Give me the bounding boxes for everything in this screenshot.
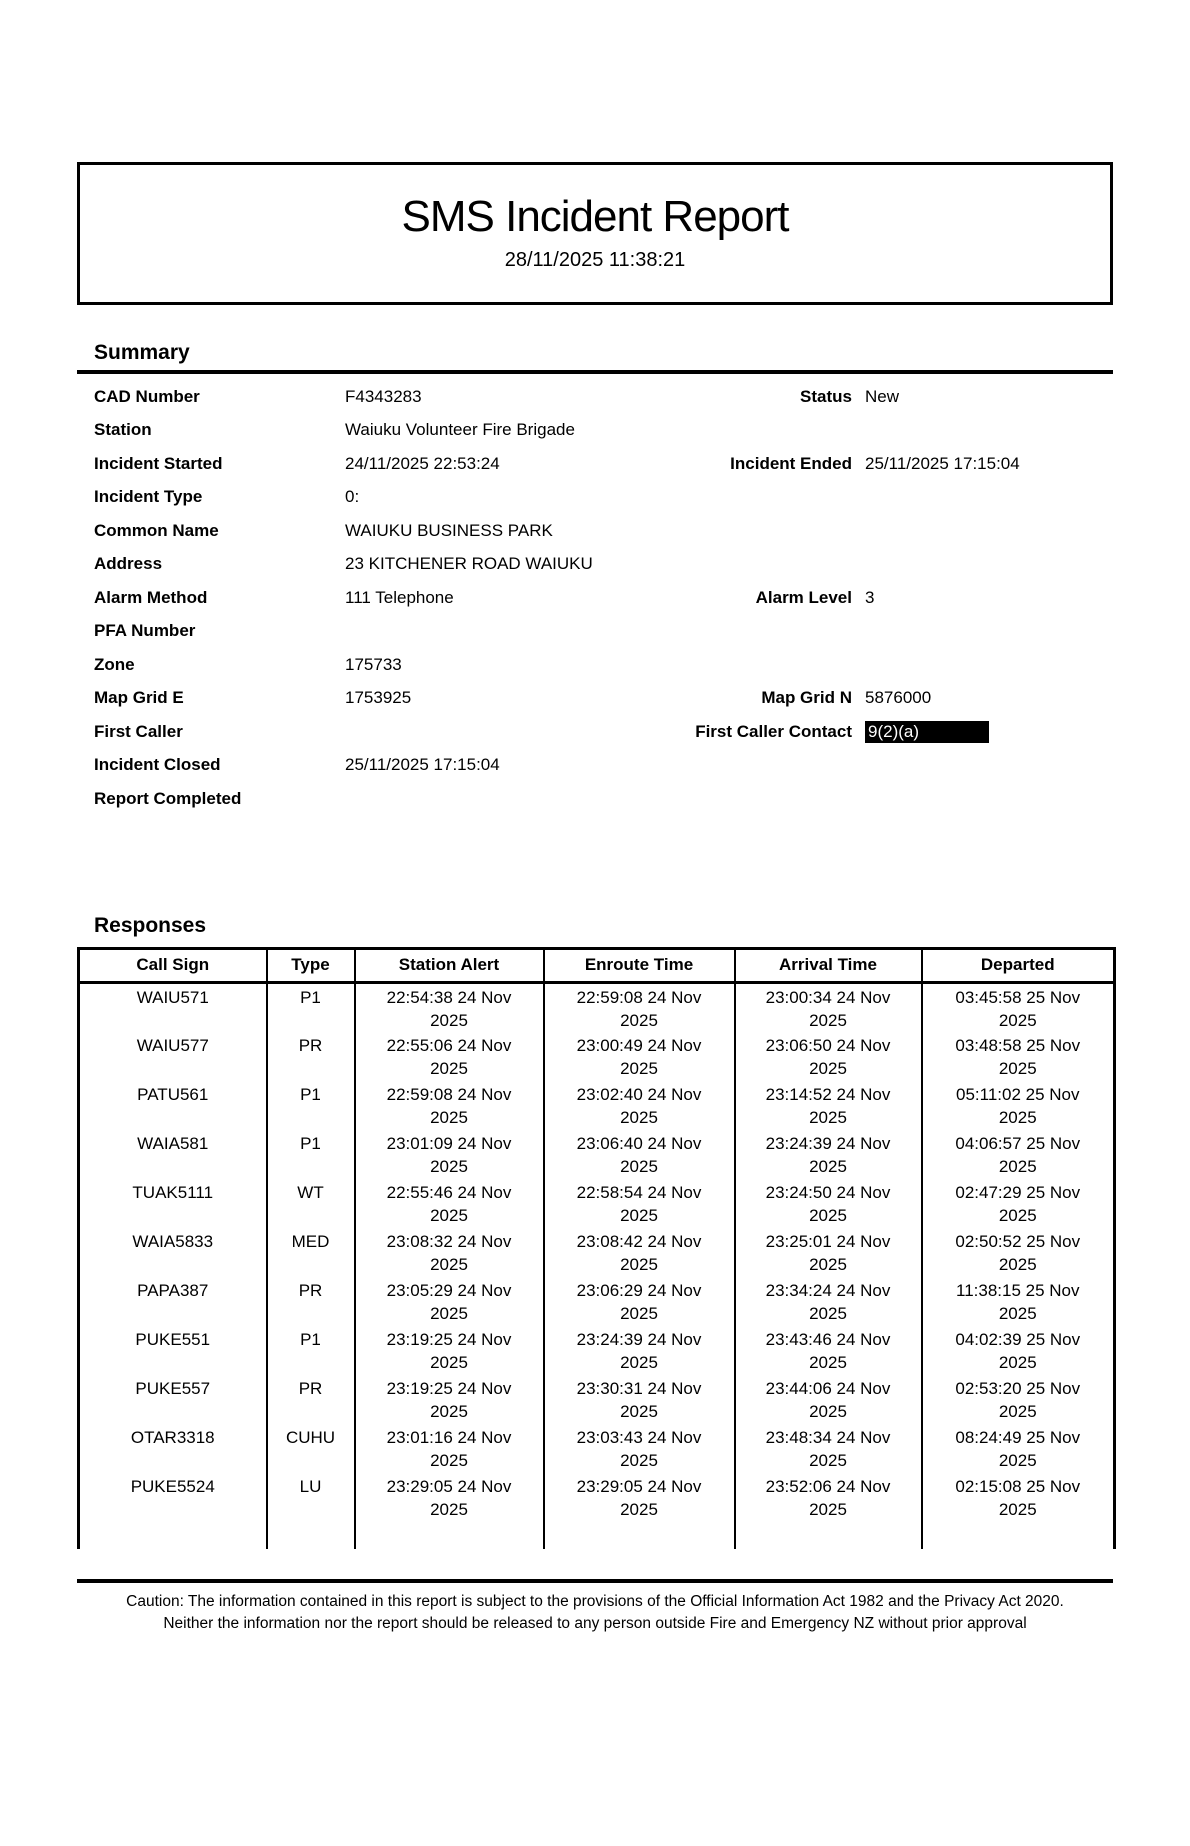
summary-row bbox=[77, 715, 1113, 749]
table-row-partial bbox=[79, 1522, 1115, 1549]
table-cell-text: P1 bbox=[300, 1133, 321, 1153]
summary-field-label: Zone bbox=[94, 654, 135, 674]
table-cell bbox=[735, 1032, 922, 1081]
table-cell bbox=[267, 1424, 355, 1473]
report-generated-timestamp: 28/11/2025 11:38:21 bbox=[504, 249, 686, 271]
summary-row bbox=[77, 682, 1113, 716]
table-cell bbox=[79, 1081, 267, 1130]
table-cell bbox=[79, 1130, 267, 1179]
table-cell-text: PATU561 bbox=[137, 1084, 209, 1104]
table-cell-text: CUHU bbox=[285, 1427, 336, 1447]
table-cell-text: P1 bbox=[300, 1084, 321, 1104]
table-cell-text: 23:01:16 24 Nov 2025 bbox=[386, 1427, 512, 1470]
table-cell-text: 22:58:54 24 Nov 2025 bbox=[576, 1182, 702, 1225]
table-cell bbox=[355, 1277, 544, 1326]
table-row bbox=[79, 1424, 1115, 1473]
table-cell-text: 23:01:09 24 Nov 2025 bbox=[386, 1133, 512, 1176]
summary-field-value: 1753925 bbox=[345, 688, 412, 708]
table-cell bbox=[735, 1179, 922, 1228]
table-cell-text: P1 bbox=[300, 987, 321, 1007]
table-cell-text: 22:55:46 24 Nov 2025 bbox=[386, 1182, 512, 1225]
table-cell bbox=[267, 1228, 355, 1277]
redaction-box: 9(2)(a) bbox=[865, 721, 989, 743]
table-cell bbox=[735, 1473, 922, 1522]
table-header-cell: Enroute Time bbox=[544, 948, 735, 982]
table-cell-text: 23:00:49 24 Nov 2025 bbox=[576, 1035, 702, 1078]
table-cell bbox=[735, 1277, 922, 1326]
summary-field-value: Waiuku Volunteer Fire Brigade bbox=[345, 420, 575, 440]
summary-field-label: CAD Number bbox=[94, 386, 200, 406]
table-cell bbox=[79, 982, 267, 1032]
table-cell bbox=[922, 1081, 1115, 1130]
table-header-cell: Type bbox=[267, 948, 355, 982]
table-cell-text: 23:24:50 24 Nov 2025 bbox=[765, 1182, 891, 1225]
table-cell bbox=[355, 1375, 544, 1424]
table-cell bbox=[735, 1326, 922, 1375]
table-cell-text: 23:52:06 24 Nov 2025 bbox=[765, 1476, 891, 1519]
table-cell-text: 23:34:24 24 Nov 2025 bbox=[765, 1280, 891, 1323]
table-cell-text: WAIU577 bbox=[136, 1035, 209, 1055]
table-row bbox=[79, 982, 1115, 1032]
table-header-cell: Station Alert bbox=[355, 948, 544, 982]
caution-footer bbox=[77, 1579, 1113, 1635]
table-cell bbox=[735, 1081, 922, 1130]
table-row bbox=[79, 1375, 1115, 1424]
table-cell bbox=[735, 1522, 922, 1549]
table-cell bbox=[79, 1522, 267, 1549]
table-cell bbox=[735, 1130, 922, 1179]
table-cell-text: 23:19:25 24 Nov 2025 bbox=[386, 1378, 512, 1421]
summary-field-label: Alarm Method bbox=[94, 587, 208, 607]
summary-field-value: WAIUKU BUSINESS PARK bbox=[345, 520, 553, 540]
table-cell bbox=[922, 1179, 1115, 1228]
table-cell-text: 23:30:31 24 Nov 2025 bbox=[576, 1378, 702, 1421]
table-cell-text: PUKE557 bbox=[135, 1378, 211, 1398]
table-cell-text: 23:24:39 24 Nov 2025 bbox=[765, 1133, 891, 1176]
summary-field-value: 111 Telephone bbox=[345, 587, 454, 607]
table-cell-text: 22:54:38 24 Nov 2025 bbox=[386, 987, 512, 1030]
table-row bbox=[79, 1032, 1115, 1081]
table-cell-text: 23:24:39 24 Nov 2025 bbox=[576, 1329, 702, 1372]
table-cell bbox=[544, 1277, 735, 1326]
table-cell bbox=[355, 1228, 544, 1277]
table-cell-text: PR bbox=[298, 1280, 323, 1300]
table-cell-text: 02:47:29 25 Nov 2025 bbox=[955, 1182, 1081, 1225]
table-cell-text: 23:19:25 24 Nov 2025 bbox=[386, 1329, 512, 1372]
table-cell-text: 22:55:06 24 Nov 2025 bbox=[386, 1035, 512, 1078]
summary-field-label: Incident Type bbox=[94, 487, 203, 507]
summary-field-label: Incident Started bbox=[94, 453, 223, 473]
table-cell bbox=[922, 1473, 1115, 1522]
table-cell-text: PR bbox=[298, 1378, 323, 1398]
table-header-cell: Departed bbox=[922, 948, 1115, 982]
table-cell-text: 23:06:29 24 Nov 2025 bbox=[576, 1280, 702, 1323]
table-cell-text: 22:59:08 24 Nov 2025 bbox=[386, 1084, 512, 1127]
table-header-row bbox=[79, 948, 1115, 982]
summary-field-label: Report Completed bbox=[94, 788, 242, 808]
table-cell-text: 23:48:34 24 Nov 2025 bbox=[765, 1427, 891, 1470]
summary-field-value: 23 KITCHENER ROAD WAIUKU bbox=[345, 554, 593, 574]
summary-row bbox=[77, 548, 1113, 582]
table-cell bbox=[79, 1375, 267, 1424]
table-cell bbox=[735, 1424, 922, 1473]
table-cell bbox=[355, 1326, 544, 1375]
table-header-cell: Call Sign bbox=[79, 948, 267, 982]
table-cell-text: 02:53:20 25 Nov 2025 bbox=[955, 1378, 1081, 1421]
summary-row bbox=[77, 749, 1113, 783]
table-cell bbox=[544, 1081, 735, 1130]
table-cell-text: 23:29:05 24 Nov 2025 bbox=[386, 1476, 512, 1519]
caution-line-1: Caution: The information contained in this report is subject to the provisions of the Official Information Act 1982 and the Privacy Act 2020. bbox=[126, 1592, 1064, 1610]
table-cell bbox=[355, 1179, 544, 1228]
summary-field-label: Alarm Level bbox=[755, 587, 852, 607]
table-cell-text: P1 bbox=[300, 1329, 321, 1349]
summary-field-label: Address bbox=[94, 554, 163, 574]
table-row bbox=[79, 1326, 1115, 1375]
table-cell-text: OTAR3318 bbox=[130, 1427, 215, 1447]
table-row bbox=[79, 1277, 1115, 1326]
table-cell-text: WAIA5833 bbox=[132, 1231, 214, 1251]
summary-field-label: First Caller Contact bbox=[695, 721, 852, 741]
table-cell-text: WAIU571 bbox=[136, 987, 209, 1007]
table-cell bbox=[544, 982, 735, 1032]
summary-row bbox=[77, 615, 1113, 649]
summary-field-value: 25/11/2025 17:15:04 bbox=[345, 755, 500, 775]
table-cell-text: 23:14:52 24 Nov 2025 bbox=[765, 1084, 891, 1127]
summary-field-label: Incident Ended bbox=[730, 453, 852, 473]
table-cell-text: 11:38:15 25 Nov 2025 bbox=[956, 1280, 1080, 1323]
table-cell-text: WT bbox=[297, 1182, 324, 1202]
table-cell-text: 23:44:06 24 Nov 2025 bbox=[765, 1378, 891, 1421]
table-cell bbox=[355, 1424, 544, 1473]
summary-field-value: 3 bbox=[865, 587, 875, 607]
table-cell-text: WAIA581 bbox=[137, 1133, 209, 1153]
summary-field-value: 0: bbox=[345, 487, 360, 507]
summary-heading: Summary bbox=[94, 341, 190, 364]
table-cell-text: 23:08:42 24 Nov 2025 bbox=[576, 1231, 702, 1274]
summary-field-label: Status bbox=[800, 386, 852, 406]
table-cell-text: 03:45:58 25 Nov 2025 bbox=[955, 987, 1081, 1030]
table-cell-text: 02:50:52 25 Nov 2025 bbox=[955, 1231, 1081, 1274]
summary-field-value: F4343283 bbox=[345, 386, 422, 406]
table-cell-text: 23:25:01 24 Nov 2025 bbox=[765, 1231, 891, 1274]
table-cell-text: 23:05:29 24 Nov 2025 bbox=[386, 1280, 512, 1323]
table-cell bbox=[922, 1228, 1115, 1277]
table-cell bbox=[544, 1522, 735, 1549]
table-cell bbox=[922, 1424, 1115, 1473]
table-cell bbox=[355, 1473, 544, 1522]
report-title: SMS Incident Report bbox=[401, 192, 789, 241]
table-header-cell: Arrival Time bbox=[735, 948, 922, 982]
table-row bbox=[79, 1473, 1115, 1522]
table-cell bbox=[922, 1326, 1115, 1375]
table-cell-text: PUKE551 bbox=[135, 1329, 211, 1349]
table-cell-text: 23:02:40 24 Nov 2025 bbox=[576, 1084, 702, 1127]
summary-field-value: 5876000 bbox=[865, 688, 932, 708]
table-cell-text: 04:02:39 25 Nov 2025 bbox=[955, 1329, 1081, 1372]
table-row bbox=[79, 1130, 1115, 1179]
table-cell-text: 23:43:46 24 Nov 2025 bbox=[765, 1329, 891, 1372]
table-cell bbox=[735, 1375, 922, 1424]
summary-row bbox=[77, 514, 1113, 548]
table-cell bbox=[922, 1130, 1115, 1179]
table-cell bbox=[544, 1032, 735, 1081]
table-cell bbox=[267, 1179, 355, 1228]
summary-row bbox=[77, 648, 1113, 682]
table-cell bbox=[355, 1522, 544, 1549]
table-cell-text: 23:03:43 24 Nov 2025 bbox=[576, 1427, 702, 1470]
summary-row bbox=[77, 481, 1113, 515]
table-cell bbox=[544, 1130, 735, 1179]
table-cell bbox=[355, 1081, 544, 1130]
summary-field-label: PFA Number bbox=[94, 621, 196, 641]
table-cell bbox=[267, 1522, 355, 1549]
table-row bbox=[79, 1228, 1115, 1277]
table-row bbox=[79, 1081, 1115, 1130]
table-cell-text: 23:06:40 24 Nov 2025 bbox=[576, 1133, 702, 1176]
table-cell bbox=[79, 1179, 267, 1228]
table-cell bbox=[267, 1375, 355, 1424]
table-cell-text: 22:59:08 24 Nov 2025 bbox=[576, 987, 702, 1030]
table-cell-text: 23:29:05 24 Nov 2025 bbox=[576, 1476, 702, 1519]
summary-row bbox=[77, 447, 1113, 481]
table-cell bbox=[79, 1326, 267, 1375]
caution-line-2: Neither the information nor the report should be released to any person outside Fire and Emergency NZ without prior approval bbox=[163, 1614, 1027, 1632]
table-cell bbox=[267, 1326, 355, 1375]
table-cell bbox=[355, 1032, 544, 1081]
table-cell bbox=[922, 1375, 1115, 1424]
table-cell bbox=[922, 982, 1115, 1032]
incident-report-page bbox=[77, 162, 1113, 1635]
table-cell bbox=[79, 1228, 267, 1277]
summary-field-value bbox=[852, 721, 1130, 743]
summary-field-label: Common Name bbox=[94, 520, 219, 540]
table-cell-text: 02:15:08 25 Nov 2025 bbox=[955, 1476, 1081, 1519]
summary-field-label: Map Grid E bbox=[94, 688, 184, 708]
table-cell bbox=[544, 1179, 735, 1228]
table-cell bbox=[355, 982, 544, 1032]
table-cell bbox=[355, 1130, 544, 1179]
table-cell bbox=[922, 1277, 1115, 1326]
table-cell bbox=[735, 982, 922, 1032]
table-cell-text: 08:24:49 25 Nov 2025 bbox=[955, 1427, 1081, 1470]
table-cell bbox=[544, 1473, 735, 1522]
summary-section bbox=[77, 380, 1113, 816]
table-cell bbox=[544, 1326, 735, 1375]
summary-field-value: 175733 bbox=[345, 654, 402, 674]
table-cell bbox=[544, 1424, 735, 1473]
table-cell bbox=[267, 982, 355, 1032]
table-row bbox=[79, 1179, 1115, 1228]
table-cell bbox=[267, 1277, 355, 1326]
summary-row bbox=[77, 380, 1113, 414]
table-cell bbox=[922, 1032, 1115, 1081]
table-cell-text: 04:06:57 25 Nov 2025 bbox=[955, 1133, 1081, 1176]
table-cell bbox=[544, 1228, 735, 1277]
summary-row bbox=[77, 782, 1113, 816]
summary-heading-rule bbox=[77, 341, 1113, 374]
table-cell-text: LU bbox=[299, 1476, 322, 1496]
table-cell-text: MED bbox=[291, 1231, 330, 1251]
table-cell bbox=[267, 1081, 355, 1130]
table-cell-text: 05:11:02 25 Nov 2025 bbox=[956, 1084, 1080, 1127]
table-cell bbox=[267, 1032, 355, 1081]
table-cell-text: 23:00:34 24 Nov 2025 bbox=[765, 987, 891, 1030]
summary-field-value: 24/11/2025 22:53:24 bbox=[345, 453, 500, 473]
table-cell bbox=[267, 1473, 355, 1522]
table-cell bbox=[267, 1130, 355, 1179]
table-cell bbox=[79, 1424, 267, 1473]
table-cell-text: 23:08:32 24 Nov 2025 bbox=[386, 1231, 512, 1274]
table-cell bbox=[544, 1375, 735, 1424]
responses-heading: Responses bbox=[94, 913, 207, 937]
summary-field-label: First Caller bbox=[94, 721, 183, 741]
summary-field-label: Incident Closed bbox=[94, 755, 221, 775]
table-cell-text: 03:48:58 25 Nov 2025 bbox=[955, 1035, 1081, 1078]
table-cell-text: PUKE5524 bbox=[130, 1476, 215, 1496]
table-cell-text: PAPA387 bbox=[137, 1280, 209, 1300]
summary-field-value: 25/11/2025 17:15:04 bbox=[865, 453, 1020, 473]
table-cell-text: 23:06:50 24 Nov 2025 bbox=[765, 1035, 891, 1078]
summary-field-value: New bbox=[865, 386, 900, 406]
responses-table bbox=[77, 947, 1116, 1549]
report-header-box bbox=[77, 162, 1113, 305]
table-cell bbox=[922, 1522, 1115, 1549]
table-cell-text: PR bbox=[298, 1035, 323, 1055]
table-cell bbox=[79, 1032, 267, 1081]
summary-row bbox=[77, 581, 1113, 615]
summary-field-label: Map Grid N bbox=[761, 688, 852, 708]
summary-row bbox=[77, 414, 1113, 448]
table-cell-text: TUAK5111 bbox=[132, 1182, 214, 1202]
table-cell bbox=[79, 1277, 267, 1326]
table-cell bbox=[79, 1473, 267, 1522]
summary-field-label: Station bbox=[94, 420, 152, 440]
table-cell bbox=[735, 1228, 922, 1277]
